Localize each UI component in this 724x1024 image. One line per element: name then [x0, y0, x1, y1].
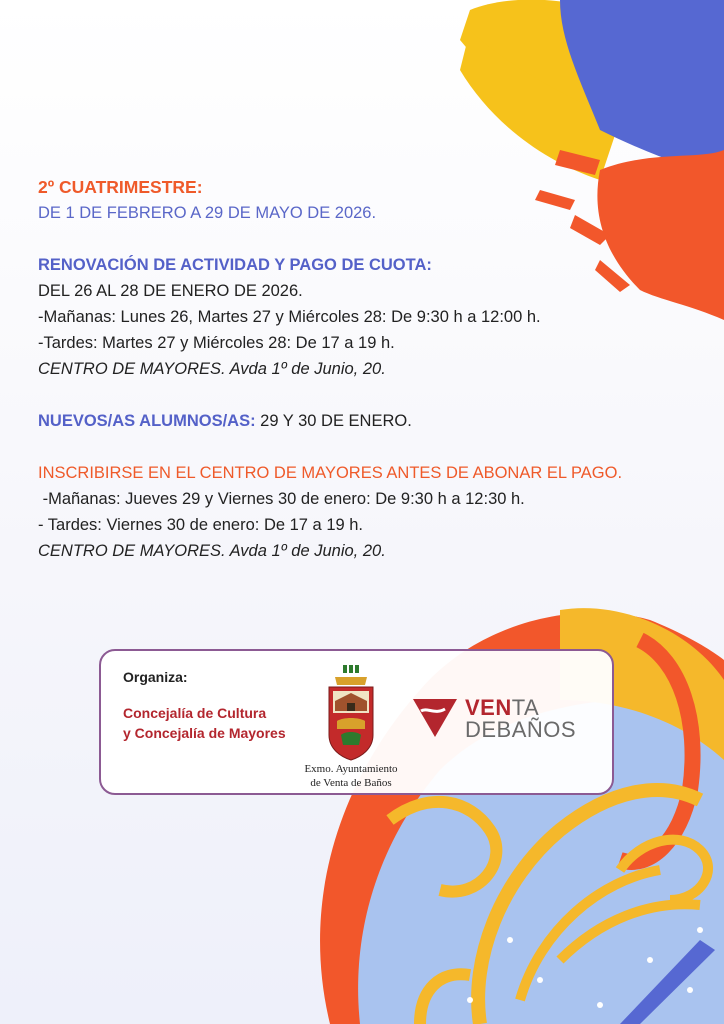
venta-de-banos-logo-icon	[411, 695, 459, 739]
organizer-line-2: y Concejalía de Mayores	[123, 725, 286, 741]
schedule-content	[38, 174, 678, 564]
renewal-heading: RENOVACIÓN DE ACTIVIDAD Y PAGO DE CUOTA:	[38, 256, 432, 274]
new-students-line	[38, 408, 678, 434]
new-students-dates: 29 Y 30 DE ENERO.	[260, 412, 412, 430]
enrollment-location: CENTRO DE MAYORES. Avda 1º de Junio, 20.	[38, 542, 386, 560]
venta-de-banos-wordmark	[465, 697, 576, 741]
term-heading: 2º CUATRIMESTRE:	[38, 177, 203, 197]
new-students-label: NUEVOS/AS ALUMNOS/AS:	[38, 412, 256, 430]
crest-caption-2: de Venta de Baños	[310, 777, 392, 789]
enrollment-afternoons: - Tardes: Viernes 30 de enero: De 17 a 19 h.	[38, 516, 364, 534]
term-dates: DE 1 DE FEBRERO A 29 DE MAYO DE 2026.	[38, 204, 377, 222]
enrollment-mornings: -Mañanas: Jueves 29 y Viernes 30 de enero: De 9:30 h a 12:30 h.	[38, 490, 525, 508]
crest-caption-1: Exmo. Ayuntamiento	[304, 763, 398, 775]
organizer-line-1: Concejalía de Cultura	[123, 705, 267, 721]
wordmark-ta: TA	[511, 695, 540, 720]
renewal-afternoons: -Tardes: Martes 27 y Miércoles 28: De 17 a 19 h.	[38, 334, 395, 352]
renewal-dates: DEL 26 AL 28 DE ENERO DE 2026.	[38, 282, 303, 300]
town-crest-icon	[321, 665, 381, 761]
organizer-box	[99, 649, 614, 795]
renewal-mornings: -Mañanas: Lunes 26, Martes 27 y Miércoles 28: De 9:30 h a 12:00 h.	[38, 308, 541, 326]
enrollment-notice: INSCRIBIRSE EN EL CENTRO DE MAYORES ANTES DE ABONAR EL PAGO.	[38, 464, 623, 482]
organizer-label: Organiza:	[123, 669, 188, 685]
renewal-location: CENTRO DE MAYORES. Avda 1º de Junio, 20.	[38, 360, 386, 378]
wordmark-debanos: DEBAÑOS	[465, 717, 577, 742]
wordmark-ven: VEN	[465, 695, 512, 720]
